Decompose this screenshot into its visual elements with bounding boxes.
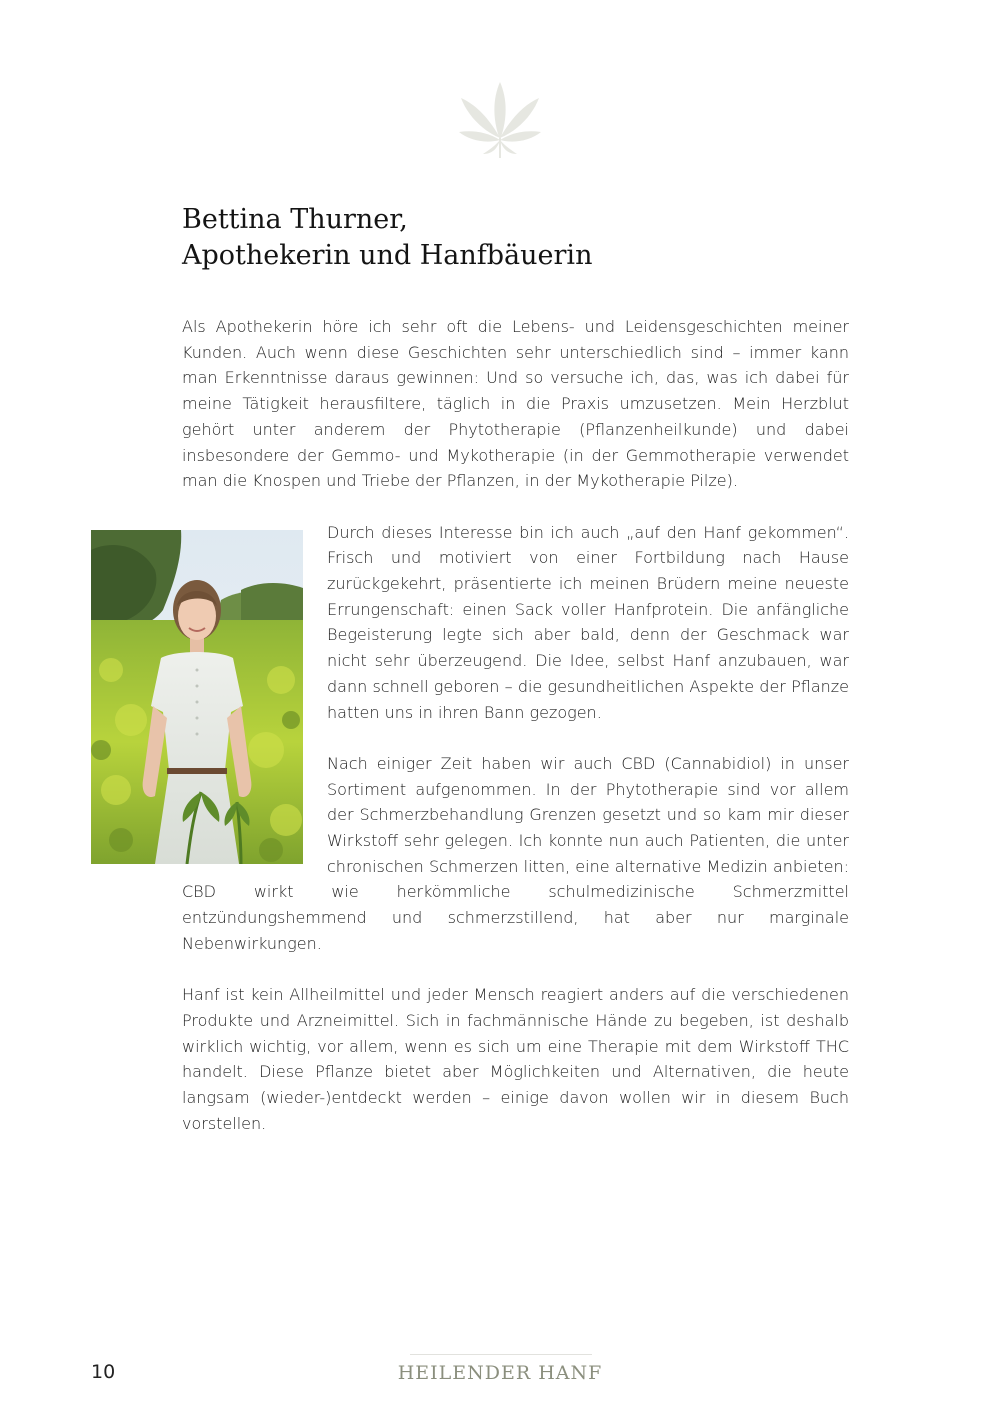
paragraph-hemp-interest: Durch dieses Interesse bin ich auch „auf den Hanf gekommen“. Frisch und motiviert von einer Fortbildung nach Hause zurückgekehrt, präsentierte ich meinen Brüdern meine neueste Errungenschaft: einen Sack voller Hanfprotein. Die anfängliche Begeisterung legte sich aber bald, denn der Geschmack war nicht sehr überzeugend. Die Idee, selbst Hanf anzubauen, war dann schnell geboren – die gesundheitlichen Aspekte der Pflanze hatten uns in ihren Bann gezogen. <box>327 522 849 722</box>
article-heading <box>182 202 882 274</box>
paragraph-intro: Als Apothekerin höre ich sehr oft die Lebens- und Leidensgeschichten meiner Kunden. Auch wenn diese Geschichten sehr unterschiedlich sind – immer kann man Erkenntnisse daraus gewinnen: Und so versuche ich, das, was ich dabei für meine Tätigkeit herausfiltere, täglich in die Praxis umzusetzen. Mein Herzblut gehört unter anderem der Phytotherapie (Pflanzenheilkunde) und dabei insbesondere der Gemmo- und Mykotherapie (in der Gemmotherapie verwendet man die Knospen und Triebe der Pflanzen, in der Mykotherapie Pilze). <box>182 317 849 491</box>
hemp-leaf-icon <box>455 80 545 160</box>
running-footer-title: HEILENDER HANF <box>397 1362 603 1384</box>
page-number: 10 <box>91 1361 116 1383</box>
heading-name: Bettina Thurner, <box>182 204 408 235</box>
heading-role: Apothekerin und Hanfbäuerin <box>182 240 593 271</box>
paragraph-cbd: Nach einiger Zeit haben wir auch CBD (Cannabidiol) in unser Sortiment aufgenommen. In der Phytotherapie sind vor allem der Schmerzbehandlung Grenzen gesetzt und so kam mir dieser Wirkstoff sehr gelegen. Ich konnte nun auch Patienten, die unter chronischen Schmerzen litten, eine alternative Medizin anbieten: CBD wirkt wie herkömmliche schulmedizinische Schmerzmittel entzündungshemmend und schmerzstillend, hat aber nur marginale Nebenwirkungen. <box>182 753 849 953</box>
article-body <box>182 314 849 1162</box>
footer-divider <box>410 1354 592 1355</box>
portrait-photo <box>91 530 303 864</box>
paragraph-conclusion: Hanf ist kein Allheilmittel und jeder Mensch reagiert anders auf die verschiedenen Produkte und Arzneimittel. Sich in fachmännische Hände zu begeben, ist deshalb wirklich wichtig, vor allem, wenn es sich um eine Therapie mit dem Wirkstoff THC handelt. Diese Pflanze bietet aber Möglichkeiten und Alternativen, die heute langsam (wieder-)entdeckt werden – einige davon wollen wir in diesem Buch vorstellen. <box>182 985 849 1133</box>
